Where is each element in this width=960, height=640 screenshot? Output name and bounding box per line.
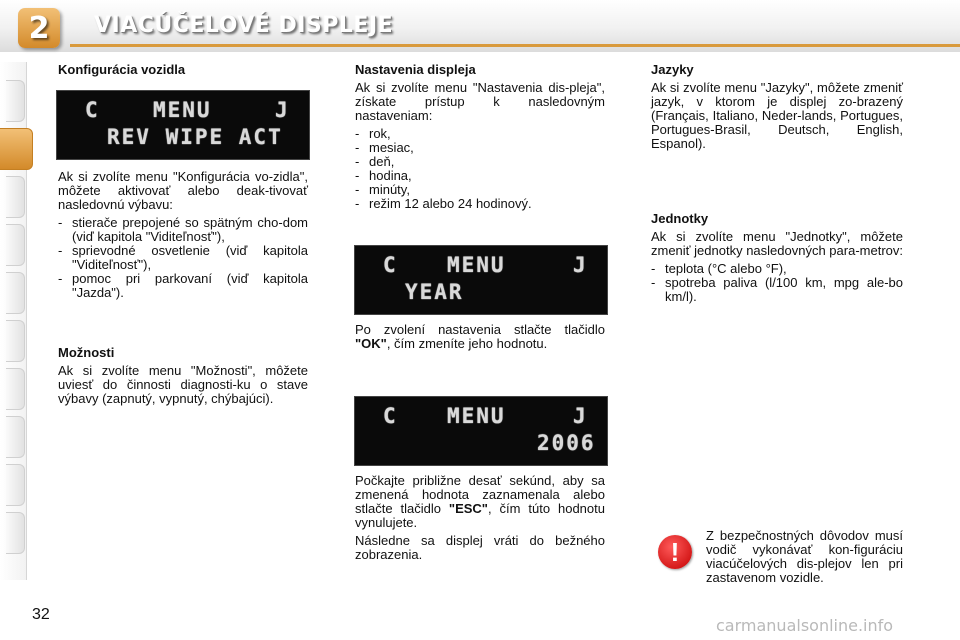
vehicle-config-intro: Ak si zvolíte menu "Konfigurácia vo-zidla", môžete aktivovať alebo deak-tivovať nasledovnú výbavu: — [58, 169, 308, 212]
display-settings-list — [355, 127, 605, 211]
list-item: - rok, — [355, 127, 605, 141]
ok-text-after: , čím zmeníte jeho hodnotu. — [386, 336, 548, 351]
wait-text-after: , čím túto hodnotu vynulujete. — [355, 501, 605, 530]
chapter-title: VIACÚČELOVÉ DISPLEJE — [94, 13, 394, 38]
list-item: - pomoc pri parkovaní (viď kapitola "Jazda"). — [58, 272, 308, 300]
watermark: carmanualsonline.info — [716, 616, 894, 635]
chapter-tab[interactable] — [6, 176, 25, 218]
lcd-value-text: REV WIPE ACT — [107, 125, 283, 149]
lcd-display-value — [354, 396, 608, 466]
list-item: - stierače prepojené so spätným cho-dom (viď kapitola "Viditeľnosť"), — [58, 216, 308, 244]
warning-icon: ! — [658, 535, 692, 569]
chapter-tab[interactable] — [6, 512, 25, 554]
chapter-tab[interactable] — [6, 80, 25, 122]
section-heading-display-settings: Nastavenia displeja — [355, 62, 476, 77]
wait-text-before: Počkajte približne desať sekúnd, aby sa zmenená hodnota zaznamenala alebo stlačte tlačidlo — [355, 473, 605, 516]
list-item: - teplota (°C alebo °F), — [651, 262, 903, 276]
lcd-right-arrow: J — [573, 253, 588, 277]
lcd-display-year — [354, 245, 608, 315]
section-heading-languages: Jazyky — [651, 62, 694, 77]
chapter-tab[interactable] — [6, 416, 25, 458]
lcd-row-menu — [355, 253, 607, 275]
column-middle — [355, 63, 605, 211]
list-item: - hodina, — [355, 169, 605, 183]
lcd-left-arrow: C — [383, 404, 398, 428]
section-heading-options: Možnosti — [58, 345, 115, 360]
languages-text: Ak si zvolíte menu "Jazyky", môžete zmeniť jazyk, v ktorom je displej zo-brazený (Français, Italiano, Neder-lands, Portugues, Portugues-Brasil, Deutsch, English, Espanol). — [651, 80, 903, 151]
ok-key-label: "OK" — [355, 336, 387, 351]
lcd-row-value — [355, 280, 607, 302]
lcd-left-arrow: C — [85, 98, 100, 122]
lcd-row-value — [355, 431, 607, 453]
chapter-tab-active[interactable] — [0, 128, 33, 170]
chapter-tab[interactable] — [6, 224, 25, 266]
list-item: - sprievodné osvetlenie (viď kapitola "Viditeľnosť"), — [58, 244, 308, 272]
units-section — [651, 212, 903, 304]
chapter-tab[interactable] — [6, 320, 25, 362]
options-section — [58, 346, 308, 406]
header-rule — [70, 44, 960, 47]
list-item: - mesiac, — [355, 141, 605, 155]
lcd-menu-label: MENU — [447, 253, 506, 277]
vehicle-config-list — [58, 216, 308, 300]
options-text: Ak si zvolíte menu "Možnosti", môžete uviesť do činnosti diagnosti-ku o stave výbavy (zapnutý, vypnutý, chýbajúci). — [58, 363, 308, 406]
display-settings-intro: Ak si zvolíte menu "Nastavenia dis-pleja", získate prístup k nasledovným nastaveniam: — [355, 80, 605, 123]
chapter-tab[interactable] — [6, 272, 25, 314]
lcd-right-arrow: J — [573, 404, 588, 428]
list-item: - režim 12 alebo 24 hodinový. — [355, 197, 605, 211]
lcd-right-arrow: J — [275, 98, 290, 122]
chapter-tab-strip — [0, 62, 27, 580]
vehicle-config-body — [58, 170, 308, 300]
lcd-left-arrow: C — [383, 253, 398, 277]
lcd-display-vehicle-config — [56, 90, 310, 160]
section-heading-units: Jednotky — [651, 211, 709, 226]
lcd-value-text: 2006 — [537, 431, 596, 455]
lcd-row-value — [57, 125, 309, 147]
languages-section — [651, 63, 903, 151]
warning-note — [706, 529, 903, 585]
ok-instruction — [355, 323, 605, 351]
chapter-tab[interactable] — [6, 464, 25, 506]
list-item: - minúty, — [355, 183, 605, 197]
lcd-row-menu — [57, 98, 309, 120]
lcd-value-text: YEAR — [405, 280, 464, 304]
chapter-tab[interactable] — [6, 368, 25, 410]
units-list — [651, 262, 903, 304]
return-to-normal-text: Následne sa displej vráti do bežného zobrazenia. — [355, 533, 605, 562]
chapter-header-bar — [0, 0, 960, 52]
esc-key-label: "ESC" — [448, 501, 488, 516]
ok-text-before: Po zvolení nastavenia stlačte tlačidlo — [355, 322, 605, 337]
page-number: 32 — [32, 606, 50, 623]
lcd-menu-label: MENU — [447, 404, 506, 428]
chapter-number-badge: 2 — [18, 8, 60, 48]
lcd-row-menu — [355, 404, 607, 426]
esc-instruction — [355, 474, 605, 562]
list-item: - spotreba paliva (l/100 km, mpg ale-bo km/l). — [651, 276, 903, 304]
section-heading-vehicle-config: Konfigurácia vozidla — [58, 62, 186, 77]
units-intro: Ak si zvolíte menu "Jednotky", môžete zmeniť jednotky nasledovných para-metrov: — [651, 229, 903, 258]
column-left — [58, 63, 308, 81]
warning-text: Z bezpečnostných dôvodov musí vodič vykonávať kon-figuráciu viacúčelových dis-plejov len pri zastavenom vozidle. — [706, 528, 903, 585]
lcd-menu-label: MENU — [153, 98, 212, 122]
list-item: - deň, — [355, 155, 605, 169]
